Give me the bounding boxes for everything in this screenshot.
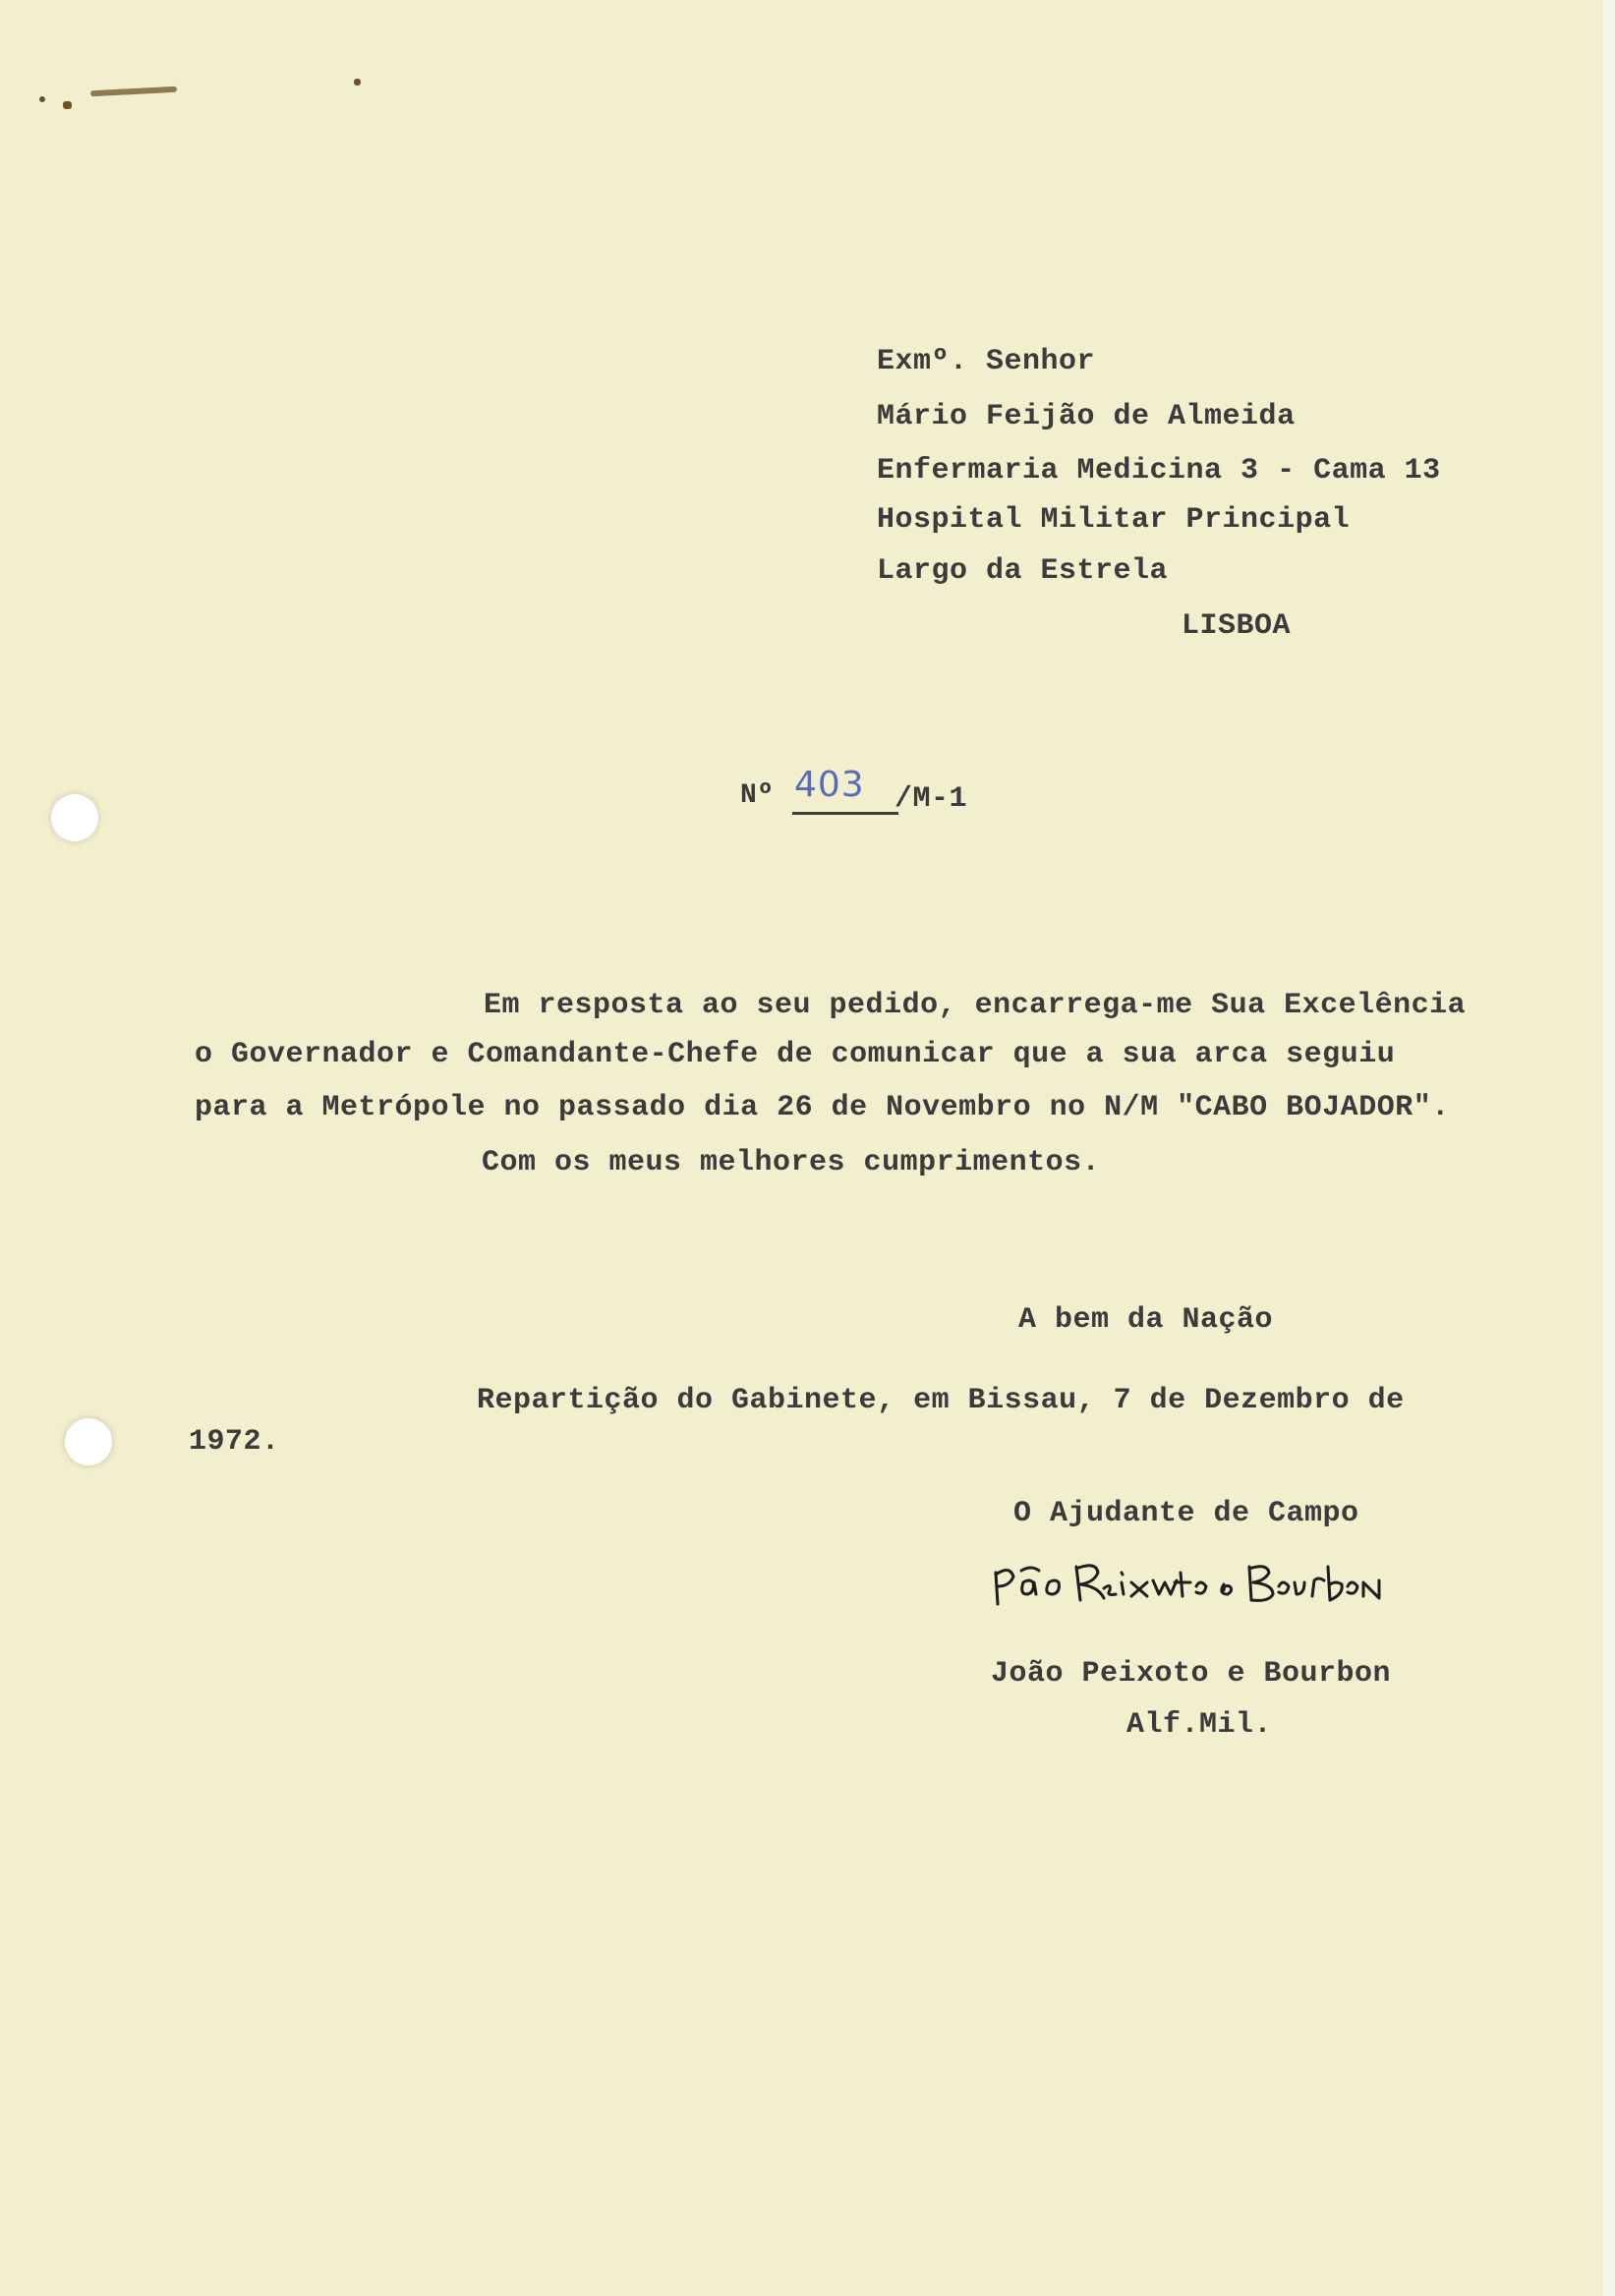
body-line-3: para a Metrópole no passado dia 26 de Novembro no N/M "CABO BOJADOR". xyxy=(195,1091,1450,1124)
address-hospital: Hospital Militar Principal xyxy=(877,503,1351,537)
date-year: 1972. xyxy=(189,1425,280,1459)
reference-number: 403 xyxy=(794,765,865,805)
punch-hole-top xyxy=(51,794,98,841)
rust-stain xyxy=(39,96,45,102)
signatory-rank: Alf.Mil. xyxy=(1126,1708,1273,1742)
address-name: Mário Feijão de Almeida xyxy=(877,400,1296,433)
signatory-name: João Peixoto e Bourbon xyxy=(991,1657,1392,1691)
body-closing: Com os meus melhores cumprimentos. xyxy=(482,1146,1101,1179)
punch-hole-bottom xyxy=(65,1418,112,1465)
rust-stain xyxy=(63,101,72,109)
reference-prefix: Nº xyxy=(740,780,775,811)
rust-stain xyxy=(90,86,177,97)
reference-suffix: /M-1 xyxy=(894,782,968,816)
rust-stain xyxy=(354,79,361,86)
page-edge xyxy=(1603,0,1615,2296)
signatory-role: O Ajudante de Campo xyxy=(1013,1497,1359,1530)
address-street: Largo da Estrela xyxy=(877,554,1169,588)
body-line-1: Em resposta ao seu pedido, encarrega-me Sua Excelência xyxy=(484,989,1467,1022)
address-ward: Enfermaria Medicina 3 - Cama 13 xyxy=(877,454,1441,488)
body-line-2: o Governador e Comandante-Chefe de comunicar que a sua arca seguiu xyxy=(195,1038,1396,1071)
handwritten-signature xyxy=(988,1543,1391,1622)
motto: A bem da Nação xyxy=(1018,1303,1274,1337)
reference-underline xyxy=(792,812,898,815)
address-salutation: Exmº. Senhor xyxy=(877,345,1096,378)
address-city: LISBOA xyxy=(1182,609,1292,643)
place-date: Repartição do Gabinete, em Bissau, 7 de Dezembro de xyxy=(477,1384,1405,1417)
